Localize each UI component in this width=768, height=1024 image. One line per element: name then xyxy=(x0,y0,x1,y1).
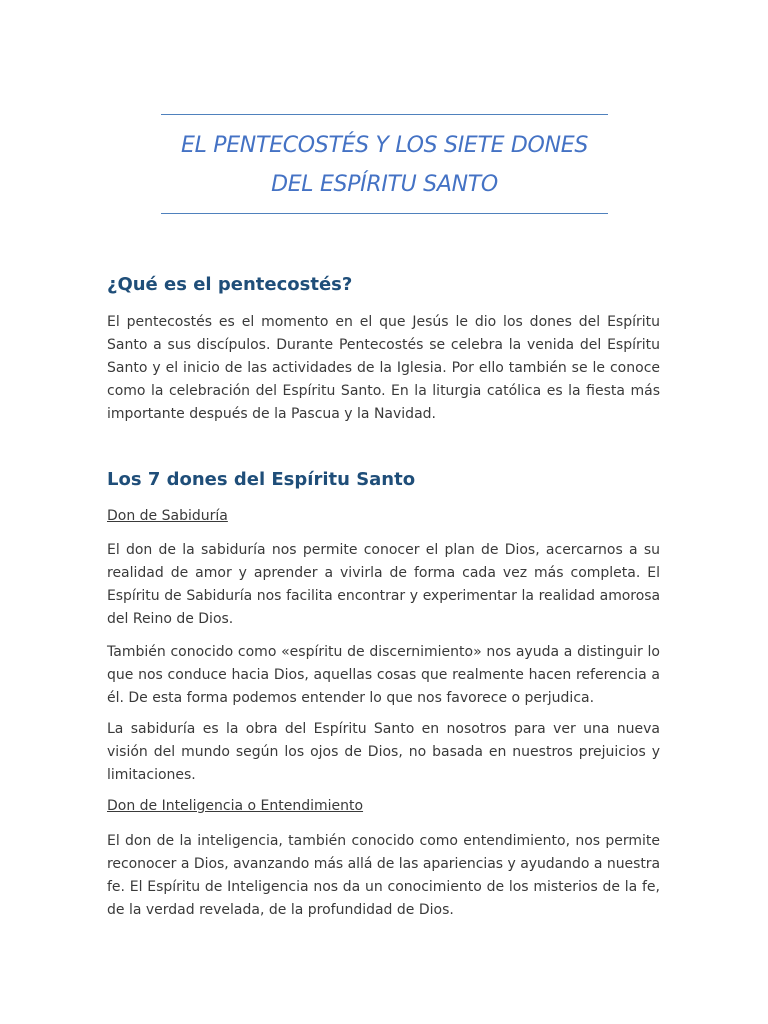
paragraph-line: que nos conduce hacia Dios, aquellas cosas que realmente hacen referencia a xyxy=(107,667,660,683)
paragraph-understanding-1 xyxy=(107,830,660,922)
paragraph-what-is-pentecost xyxy=(107,311,660,426)
paragraph-line: como la celebración del Espíritu Santo. En la liturgia católica es la fiesta más xyxy=(107,383,660,399)
paragraph-line: La sabiduría es la obra del Espíritu Santo en nosotros para ver una nueva xyxy=(107,721,660,737)
paragraph-line: visión del mundo según los ojos de Dios, no basada en nuestros prejuicios y xyxy=(107,744,660,760)
paragraph-line: El pentecostés es el momento en el que Jesús le dio los dones del Espíritu xyxy=(107,314,660,330)
paragraph-line: Espíritu de Sabiduría nos facilita encontrar y experimentar la realidad amorosa xyxy=(107,588,660,604)
paragraph-line: de la verdad revelada, de la profundidad de Dios. xyxy=(107,902,454,918)
paragraph-line: fe. El Espíritu de Inteligencia nos da un conocimiento de los misterios de la fe, xyxy=(107,879,660,895)
paragraph-line: reconocer a Dios, avanzando más allá de las apariencias y ayudando a nuestra xyxy=(107,856,660,872)
paragraph-line: del Reino de Dios. xyxy=(107,611,234,627)
paragraph-line: El don de la inteligencia, también conocido como entendimiento, nos permite xyxy=(107,833,660,849)
paragraph-wisdom-3 xyxy=(107,718,660,787)
paragraph-line: importante después de la Pascua y la Navidad. xyxy=(107,406,436,422)
paragraph-line: El don de la sabiduría nos permite conocer el plan de Dios, acercarnos a su xyxy=(107,542,660,558)
paragraph-wisdom-1 xyxy=(107,539,660,631)
paragraph-line: limitaciones. xyxy=(107,767,196,783)
title-line-1: EL PENTECOSTÉS Y LOS SIETE DONES xyxy=(180,133,588,158)
paragraph-line: él. De esta forma podemos entender lo que nos favorece o perjudica. xyxy=(107,690,595,706)
paragraph-line: realidad de amor y aprender a vivirla de forma cada vez más completa. El xyxy=(107,565,660,581)
title-block xyxy=(161,114,608,214)
section-heading-what-is-pentecost: ¿Qué es el pentecostés? xyxy=(107,274,353,295)
section-heading-seven-gifts: Los 7 dones del Espíritu Santo xyxy=(107,469,416,490)
paragraph-line: Santo y el inicio de las actividades de la Iglesia. Por ello también se le conoce xyxy=(107,360,660,376)
paragraph-line: Santo a sus discípulos. Durante Pentecostés se celebra la venida del Espíritu xyxy=(107,337,660,353)
paragraph-line: También conocido como «espíritu de discernimiento» nos ayuda a distinguir lo xyxy=(107,644,660,660)
title-line-2: DEL ESPÍRITU SANTO xyxy=(271,172,498,197)
subheading-gift-wisdom: Don de Sabiduría xyxy=(107,508,228,524)
paragraph-wisdom-2 xyxy=(107,641,660,710)
subheading-gift-understanding: Don de Inteligencia o Entendimiento xyxy=(107,798,364,814)
